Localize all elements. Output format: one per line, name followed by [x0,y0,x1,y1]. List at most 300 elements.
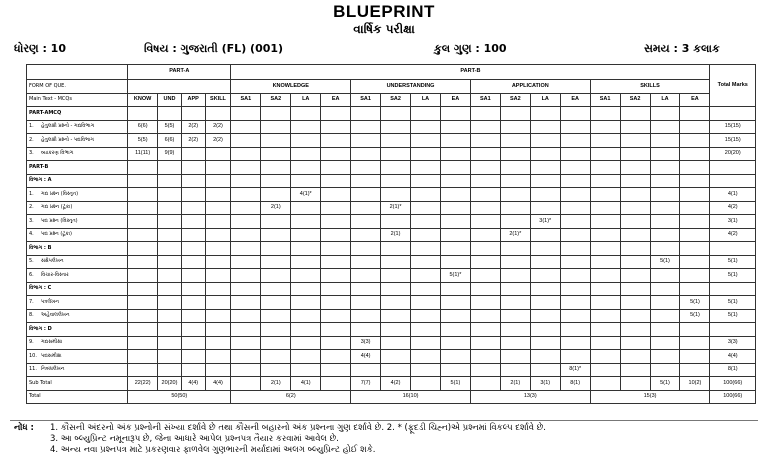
subject-label: વિષય : ગુજરાતી (FL) (001) [144,42,284,55]
row-label: અહેવાલલેખન [41,312,70,319]
table-cell [470,174,500,188]
table-cell [470,120,500,134]
table-cell [381,174,411,188]
table-cell [620,107,650,121]
table-cell [321,350,351,364]
table-row [27,309,756,323]
table-cell [440,134,470,148]
part-b-col-2: LA [291,93,321,107]
table-cell [470,242,500,256]
table-cell [440,255,470,269]
row-total-cell: 3(3) [710,336,756,350]
part-b-col-14: LA [650,93,680,107]
row-total-cell [710,161,756,175]
part-a-col-2: APP [181,93,205,107]
table-cell [231,309,261,323]
table-cell [158,296,182,310]
table-cell [530,120,560,134]
table-cell [261,215,291,229]
row-label-cell [27,188,128,202]
table-cell [590,363,620,377]
table-cell [351,161,381,175]
table-cell [231,269,261,283]
table-cell [381,282,411,296]
table-cell [261,282,291,296]
table-cell [321,161,351,175]
row-number: 2. [29,136,34,143]
table-cell [680,363,710,377]
table-cell [590,323,620,337]
table-cell [158,228,182,242]
table-cell [351,255,381,269]
subtotal-cell [620,377,650,391]
table-row [27,282,756,296]
table-cell [470,363,500,377]
row-label-cell [27,336,128,350]
row-label: PART-AMCQ [29,109,62,116]
table-cell [620,336,650,350]
row-label: પદ્યસમીક્ષા [41,352,62,359]
exam-meta-row [14,42,754,58]
table-cell [530,363,560,377]
table-cell [680,120,710,134]
row-label-cell [27,161,128,175]
table-cell [351,228,381,242]
table-cell [560,269,590,283]
table-cell [500,201,530,215]
row-label-cell [27,134,128,148]
row-total-cell: 5(1) [710,309,756,323]
table-cell [500,309,530,323]
row-total-cell: 5(1) [710,255,756,269]
table-cell [205,107,231,121]
table-cell [381,134,411,148]
table-cell [680,215,710,229]
total-part-a-cell: 50(50) [128,390,231,404]
table-cell [205,282,231,296]
table-cell [650,120,680,134]
table-cell [470,350,500,364]
row-number: 8. [29,312,34,319]
table-cell [321,120,351,134]
subtotal-cell: 4(1) [291,377,321,391]
table-cell [231,134,261,148]
row-label: વિભાગ : A [29,177,52,184]
table-cell [411,107,441,121]
table-cell [411,215,441,229]
subtotal-cell: 7(7) [351,377,381,391]
table-cell [411,188,441,202]
table-cell [590,215,620,229]
table-cell [470,107,500,121]
table-cell [205,323,231,337]
table-cell [470,309,500,323]
table-cell: 2(1) [381,228,411,242]
table-cell [205,350,231,364]
table-cell [351,215,381,229]
table-cell [440,107,470,121]
table-cell [351,147,381,161]
table-cell [158,201,182,215]
table-cell [440,282,470,296]
table-cell [560,323,590,337]
table-cell [650,323,680,337]
table-cell [231,107,261,121]
table-row [27,350,756,364]
table-cell [261,363,291,377]
table-cell [530,134,560,148]
table-cell [590,107,620,121]
table-cell [181,161,205,175]
row-label: પત્રલેખન [41,298,59,305]
table-cell [205,242,231,256]
table-cell [321,201,351,215]
table-cell [261,242,291,256]
table-cell [500,269,530,283]
part-b-col-11: EA [560,93,590,107]
table-cell [351,174,381,188]
row-label: PART-B [29,163,49,170]
subtotal-cell [231,377,261,391]
table-cell [261,255,291,269]
subtotal-cell: 2(1) [500,377,530,391]
table-cell [590,228,620,242]
table-cell [530,282,560,296]
table-cell [500,120,530,134]
table-cell [181,336,205,350]
table-cell [381,107,411,121]
row-total-cell: 4(4) [710,350,756,364]
table-cell [440,350,470,364]
table-cell [321,107,351,121]
table-row [27,188,756,202]
table-cell [440,161,470,175]
table-cell [470,336,500,350]
subtotal-cell [590,377,620,391]
table-cell [291,255,321,269]
table-cell [680,282,710,296]
table-cell [128,188,158,202]
table-cell [181,242,205,256]
table-cell [321,215,351,229]
table-cell [590,336,620,350]
table-cell [500,323,530,337]
part-b-header: PART-B [231,65,710,80]
table-cell [680,134,710,148]
table-cell [620,323,650,337]
table-cell: 2(1)* [381,201,411,215]
table-cell: 3(3) [351,336,381,350]
table-cell [411,269,441,283]
std-label: ધોરણ : 10 [14,42,66,55]
group-header-0: KNOWLEDGE [231,80,351,94]
table-cell [181,282,205,296]
table-cell: 5(5) [128,134,158,148]
total-marks-header: Total Marks [710,65,756,107]
table-cell [231,174,261,188]
table-cell [205,201,231,215]
table-cell [470,269,500,283]
table-cell [560,147,590,161]
table-cell [650,242,680,256]
table-cell [291,350,321,364]
table-cell [158,323,182,337]
table-cell [560,296,590,310]
table-cell [158,161,182,175]
table-cell [440,188,470,202]
row-number: 1. [29,123,34,130]
table-cell [231,350,261,364]
table-cell [411,296,441,310]
table-cell [590,174,620,188]
table-cell [381,255,411,269]
table-cell [620,350,650,364]
table-cell [470,282,500,296]
table-cell [291,134,321,148]
table-cell [680,323,710,337]
table-cell [680,255,710,269]
table-cell [411,174,441,188]
table-cell [530,174,560,188]
table-cell [411,134,441,148]
table-cell [181,363,205,377]
table-cell [620,242,650,256]
row-label-cell [27,147,128,161]
table-cell [181,323,205,337]
notes-heading: નોંધ : [14,423,34,433]
subtotal-cell [411,377,441,391]
group-header-1: UNDERSTANDING [351,80,471,94]
table-cell [680,188,710,202]
subtotal-cell: 2(1) [261,377,291,391]
table-cell [261,107,291,121]
table-row [27,255,756,269]
table-cell [590,147,620,161]
table-row [27,174,756,188]
table-cell [680,242,710,256]
row-label-cell [27,255,128,269]
table-cell [500,255,530,269]
table-cell [128,296,158,310]
table-cell [440,201,470,215]
table-cell [128,201,158,215]
row-label-cell [27,323,128,337]
subtotal-total-cell: 100(66) [710,377,756,391]
table-cell [128,161,158,175]
table-cell [321,296,351,310]
row-total-cell: 20(20) [710,147,756,161]
table-cell [560,188,590,202]
table-cell [158,107,182,121]
row-number: 9. [29,339,34,346]
table-cell [231,215,261,229]
table-cell [470,228,500,242]
table-cell [411,255,441,269]
row-label: ગદ્ય પ્રશ્ન (ટૂંકા) [41,204,73,211]
table-cell [181,309,205,323]
table-cell [680,336,710,350]
total-group-cell: 15(3) [590,390,710,404]
table-cell [560,309,590,323]
main-text-label: Main Text - MCQs [27,93,128,107]
table-cell [321,174,351,188]
table-cell [620,161,650,175]
subtotal-cell: 20(20) [158,377,182,391]
table-cell [291,147,321,161]
table-cell [128,107,158,121]
table-cell [530,296,560,310]
total-row [27,390,756,404]
table-cell [291,107,321,121]
table-cell [205,228,231,242]
table-cell [620,120,650,134]
table-cell [470,188,500,202]
part-b-col-1: SA2 [261,93,291,107]
part-a-header: PART-A [128,65,231,80]
table-cell [351,242,381,256]
table-cell [620,215,650,229]
table-cell: 2(2) [181,120,205,134]
table-cell: 11(11) [128,147,158,161]
table-row [27,269,756,283]
table-cell [261,309,291,323]
table-row [27,215,756,229]
table-cell [321,188,351,202]
part-b-col-4: SA1 [351,93,381,107]
table-cell [650,161,680,175]
table-cell [158,174,182,188]
exam-subtitle: વાર્ષિક પરીક્ષા [353,22,415,36]
header-row-parts [27,65,756,80]
table-cell [291,336,321,350]
time-label: સમય : 3 કલાક [644,42,720,55]
row-label: પદ્ય પ્રશ્ન (ટૂંકા) [41,231,72,238]
table-cell [261,174,291,188]
part-b-col-6: LA [411,93,441,107]
table-cell [128,323,158,337]
table-cell [158,215,182,229]
table-cell: 2(1)* [500,228,530,242]
table-cell [530,309,560,323]
part-b-col-8: SA1 [470,93,500,107]
table-cell [321,282,351,296]
subtotal-cell: 5(1) [650,377,680,391]
subtotal-cell: 5(1) [440,377,470,391]
table-cell [440,323,470,337]
row-label-cell [27,363,128,377]
subtotal-cell: 8(1) [560,377,590,391]
row-label-cell [27,269,128,283]
row-label-cell [27,242,128,256]
part-b-col-12: SA1 [590,93,620,107]
table-cell [411,147,441,161]
table-cell [560,174,590,188]
table-cell [351,323,381,337]
table-cell [590,161,620,175]
table-cell [411,242,441,256]
table-cell [620,296,650,310]
row-label: સંક્ષેપલેખન [41,258,64,265]
table-cell [291,215,321,229]
table-cell [650,296,680,310]
row-number: 4. [29,231,34,238]
table-cell [351,296,381,310]
table-cell [291,296,321,310]
table-cell [620,174,650,188]
part-b-col-5: SA2 [381,93,411,107]
table-row [27,120,756,134]
table-row [27,336,756,350]
table-cell [128,363,158,377]
table-cell [560,282,590,296]
row-total-cell [710,242,756,256]
table-cell [231,161,261,175]
row-total-cell [710,323,756,337]
header-row-groups [27,80,756,94]
table-cell [530,336,560,350]
table-cell [590,120,620,134]
table-cell [291,309,321,323]
table-cell [291,161,321,175]
total-group-cell: 6(2) [231,390,351,404]
table-cell [351,363,381,377]
table-cell [321,242,351,256]
total-group-cell: 13(3) [470,390,590,404]
table-cell [181,174,205,188]
table-cell [205,269,231,283]
table-cell [381,215,411,229]
part-a-col-0: KNOW [128,93,158,107]
group-header-3: SKILLS [590,80,710,94]
table-cell [351,269,381,283]
table-cell [128,336,158,350]
table-cell: 2(2) [181,134,205,148]
row-total-cell [710,174,756,188]
table-cell [158,336,182,350]
table-cell [620,309,650,323]
table-cell [590,201,620,215]
subtotal-cell [470,377,500,391]
table-cell [351,107,381,121]
table-cell [560,134,590,148]
table-cell [261,120,291,134]
table-cell [560,242,590,256]
table-cell [381,296,411,310]
row-total-cell [710,282,756,296]
header-row-columns [27,93,756,107]
table-cell [411,363,441,377]
table-cell [500,242,530,256]
note-line-3: 4. અન્ય નવા પ્રશ્નપત્ર માટે પ્રકરણવાર ફાળવેલ ગુણભારની મર્યાદામાં અલગ બ્લ્યુપ્રિન્ટ હોઈ શકે. [50,445,376,455]
table-cell [291,323,321,337]
table-cell [680,174,710,188]
table-cell [158,309,182,323]
row-total-cell: 4(2) [710,228,756,242]
table-cell [231,282,261,296]
table-cell [261,228,291,242]
table-cell [128,282,158,296]
table-row [27,201,756,215]
table-cell [181,350,205,364]
total-label: Total [27,390,128,404]
table-row [27,296,756,310]
table-cell: 6(6) [158,134,182,148]
table-cell [351,201,381,215]
table-cell [470,255,500,269]
table-cell [128,242,158,256]
table-cell [261,269,291,283]
table-cell [590,134,620,148]
